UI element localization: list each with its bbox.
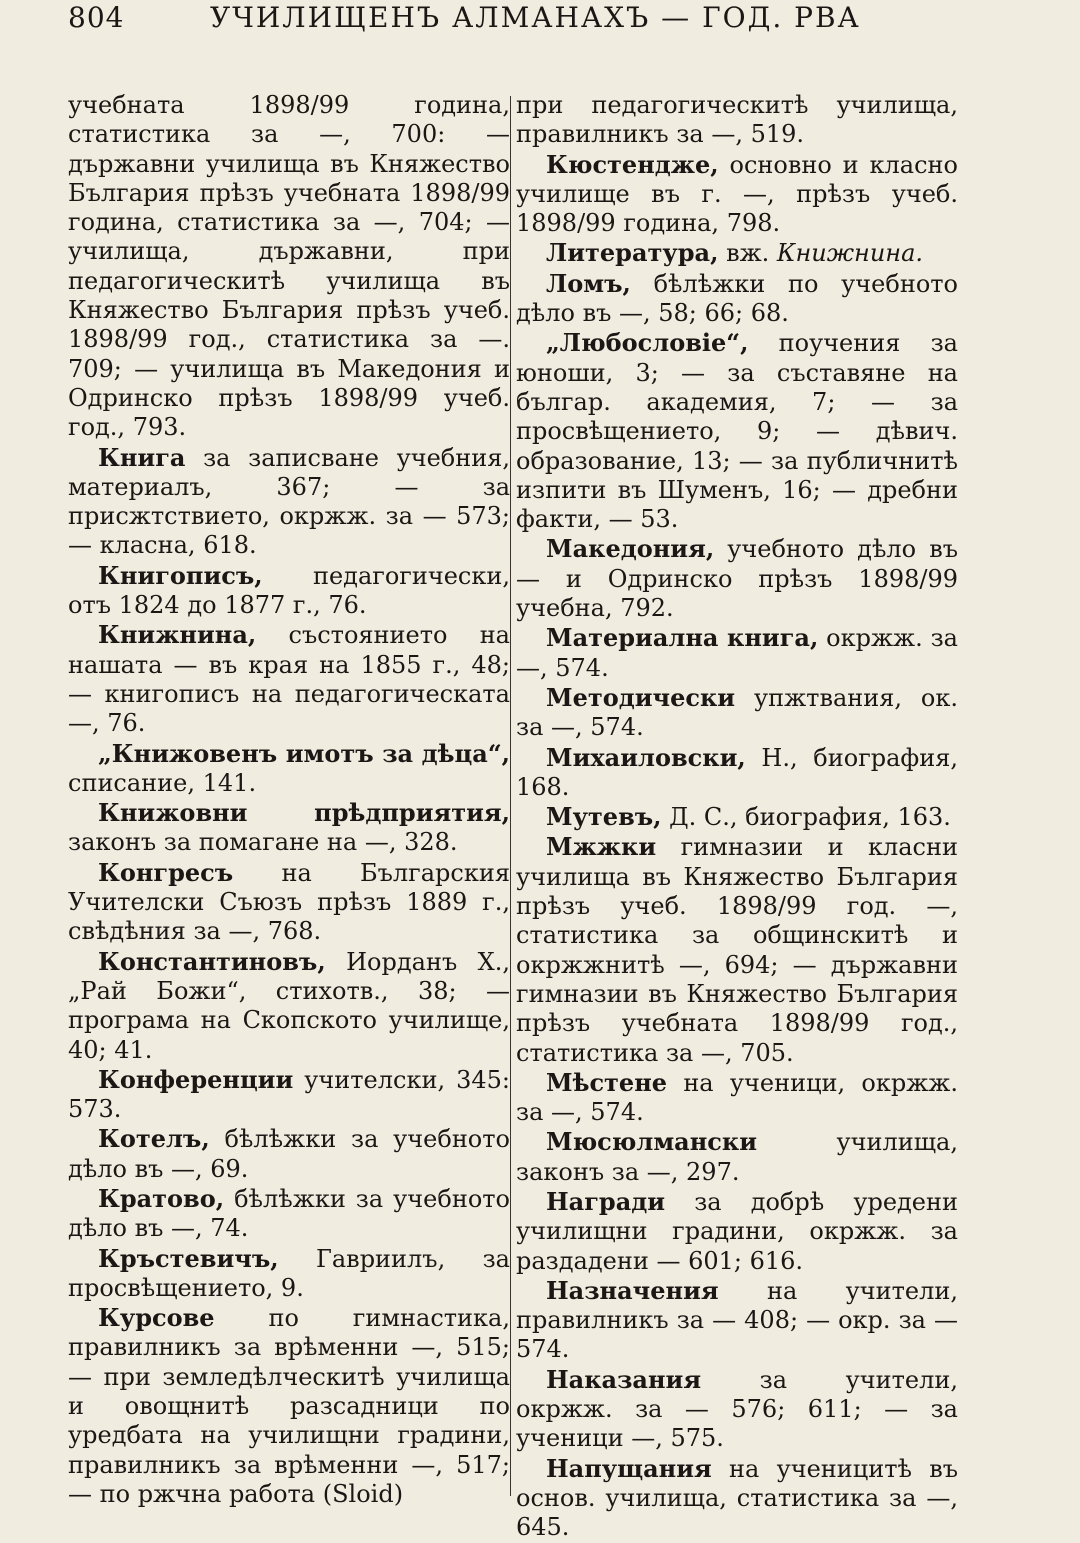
- index-entry: [516, 832, 958, 1067]
- entry-heading: Кратово,: [98, 1183, 225, 1213]
- index-entry: [516, 534, 958, 623]
- entry-heading: Мѣстене: [546, 1067, 668, 1097]
- entry-text: при педагогическитѣ училища, правилникъ за —, 519.: [516, 91, 958, 149]
- entry-heading: „Любословіе“,: [546, 328, 749, 358]
- index-entry: [68, 561, 510, 621]
- entry-heading: Конгресъ: [98, 857, 234, 887]
- entry-text: бѣлѣжки за учебното дѣло въ —, 69.: [68, 1125, 510, 1183]
- index-entry: [68, 91, 510, 443]
- entry-heading: „Книжовенъ имотъ за дѣца“,: [98, 738, 510, 768]
- left-column: [68, 91, 510, 1509]
- entry-text: учебното дѣло въ — и Одринско прѣзъ 1898/99 учебна, 792.: [516, 535, 958, 623]
- index-entry: [516, 683, 958, 743]
- page-number: 804: [68, 1, 125, 34]
- entry-text: Д. С., биография, 163.: [669, 803, 951, 832]
- entry-text: упжтвания, ок. за —, 574.: [516, 683, 958, 742]
- entry-text: за добрѣ уредени училищни градини, окржж. за раздадени — 601; 616.: [516, 1187, 958, 1275]
- index-entry: [516, 91, 958, 150]
- index-entry: [516, 1127, 958, 1187]
- index-entry: [516, 269, 958, 329]
- index-entry: [516, 1365, 958, 1454]
- entry-heading: Котелъ,: [98, 1124, 210, 1154]
- entry-text: вж.: [726, 239, 770, 268]
- entry-text: бѣлѣжки за учебното дѣло въ —, 74.: [68, 1184, 510, 1243]
- entry-text: училища, законъ за —, 297.: [516, 1128, 958, 1186]
- index-entry: [68, 1065, 510, 1125]
- entry-heading: Книгописъ,: [98, 560, 263, 590]
- index-entry: [516, 1454, 958, 1543]
- entry-text: учебната 1898/99 година, статистика за —, 700: — държавни училища въ Княжество България прѣзъ учебната 1898/99 година, статистика за —, 704; — училища, държавни, при педагогическитѣ училища въ Княжество България прѣзъ учеб. 1898/99 год., статистика за —. 709; — училища въ Македония и Одринско прѣзъ 1898/99 учеб. год., 793.: [68, 91, 510, 442]
- entry-heading: Конференции: [98, 1064, 294, 1094]
- entry-italic-ref: Книжнина.: [776, 239, 924, 268]
- entry-text: по гимнастика, правилникъ за врѣменни —, 515; — при земледѣлческитѣ училища и овощнитѣ разсадници по уредбата на училищни градини, правилникъ за врѣменни —, 517; — по ржчна работа (Sloid): [68, 1304, 510, 1508]
- index-entry: [516, 1068, 958, 1128]
- entry-heading: Методически: [546, 682, 736, 712]
- index-entry: [68, 858, 510, 947]
- entry-text: педагогически, отъ 1824 до 1877 г., 76.: [68, 561, 510, 620]
- entry-heading: Кръстевичъ,: [98, 1243, 279, 1273]
- index-entry: [68, 1303, 510, 1509]
- entry-text: окржж. за —, 574.: [516, 624, 958, 682]
- entry-text: списание, 141.: [68, 768, 257, 797]
- index-entry: [68, 947, 510, 1065]
- entry-text: на ученици, окржж. за —, 574.: [516, 1068, 958, 1127]
- entry-text: за учители, окржж. за — 576; 611; — за ученици —, 575.: [516, 1365, 958, 1453]
- entry-text: състоянието на нашата — въ края на 1855 г., 48; — книгописъ на педагогическата —, 76.: [68, 621, 510, 738]
- index-entry: [516, 150, 958, 239]
- index-entry: [68, 620, 510, 738]
- index-entry: [68, 443, 510, 561]
- index-entry: [68, 1124, 510, 1184]
- entry-text: поучения за юноши, 3; — за съставяне на българ. академия, 7; — за просвѣщението, 9; — дѣвич. образование, 13; — за публичнитѣ изпити въ Шуменъ, 16; — дребни факти, — 53.: [516, 329, 958, 534]
- entry-heading: Книжнина,: [98, 620, 257, 650]
- index-entry: [516, 1187, 958, 1276]
- right-column: [516, 91, 958, 1543]
- index-entry: [68, 798, 510, 858]
- entry-heading: Мюсюлмански: [546, 1127, 758, 1157]
- entry-heading: Материална книга,: [546, 623, 819, 653]
- entry-heading: Напущания: [546, 1453, 712, 1483]
- entry-heading: Мутевъ,: [546, 802, 662, 832]
- index-entry: [68, 1184, 510, 1244]
- entry-heading: Назначения: [546, 1275, 719, 1305]
- index-entry: [516, 623, 958, 683]
- running-title: УЧИЛИЩЕНЪ АЛМАНАХЪ — ГОД. РВА: [210, 1, 861, 34]
- entry-heading: Михаиловски,: [546, 742, 746, 772]
- entry-text: Н., биография, 168.: [516, 743, 958, 801]
- index-entry: [68, 1244, 510, 1304]
- entry-text: на ученицитѣ въ основ. училища, статистика за —, 645.: [516, 1454, 958, 1542]
- entry-text: учителски, 345: 573.: [68, 1065, 510, 1124]
- column-divider: [510, 96, 511, 1496]
- entry-heading: Наказания: [546, 1364, 702, 1394]
- entry-heading: Награди: [546, 1186, 666, 1216]
- entry-text: Иорданъ Х., „Рай Божи“, стихотв., 38; — програма на Скопското училище, 40; 41.: [68, 947, 510, 1064]
- page-header: [68, 0, 1028, 40]
- index-entry: [68, 739, 510, 799]
- entry-text: за записване учебния, материалъ, 367; — за присжтствието, окржж. за — 573; — класна, 618.: [68, 443, 510, 560]
- index-entry: [516, 1276, 958, 1365]
- entry-heading: Книжовни прѣдприятия,: [98, 798, 510, 828]
- index-entry: [516, 328, 958, 534]
- entry-heading: Кюстендже,: [546, 149, 719, 179]
- index-entry: [516, 802, 958, 832]
- index-entry: [516, 238, 958, 268]
- entry-text: на Българския Учителски Съюзъ прѣзъ 1889 г., свѣдѣния за —, 768.: [68, 858, 510, 946]
- entry-text: Гавриилъ, за просвѣщението, 9.: [68, 1244, 510, 1302]
- entry-heading: Книга: [98, 442, 186, 472]
- entry-heading: Константиновъ,: [98, 946, 326, 976]
- entry-text: бѣлѣжки по учебното дѣло въ —, 58; 66; 68.: [516, 269, 958, 328]
- index-entry: [516, 743, 958, 803]
- entry-heading: Литература,: [546, 238, 719, 268]
- entry-heading: Ломъ,: [546, 268, 631, 298]
- entry-heading: Курсове: [98, 1303, 215, 1333]
- entry-text: гимназии и класни училища въ Княжество България прѣзъ учеб. 1898/99 год. —, статистика за общинскитѣ и окржжнитѣ —, 694; — държавни гимназии въ Княжество България прѣзъ учебната 1898/99 год., статистика за —, 705.: [516, 833, 958, 1067]
- entry-text: на учители, правилникъ за — 408; — окр. за — 574.: [516, 1276, 958, 1364]
- entry-text: основно и класно училище въ г. —, прѣзъ учеб. 1898/99 година, 798.: [516, 150, 958, 238]
- entry-heading: Македония,: [546, 534, 715, 564]
- entry-heading: Мжжки: [546, 832, 657, 862]
- entry-text: законъ за помагане на —, 328.: [68, 828, 458, 857]
